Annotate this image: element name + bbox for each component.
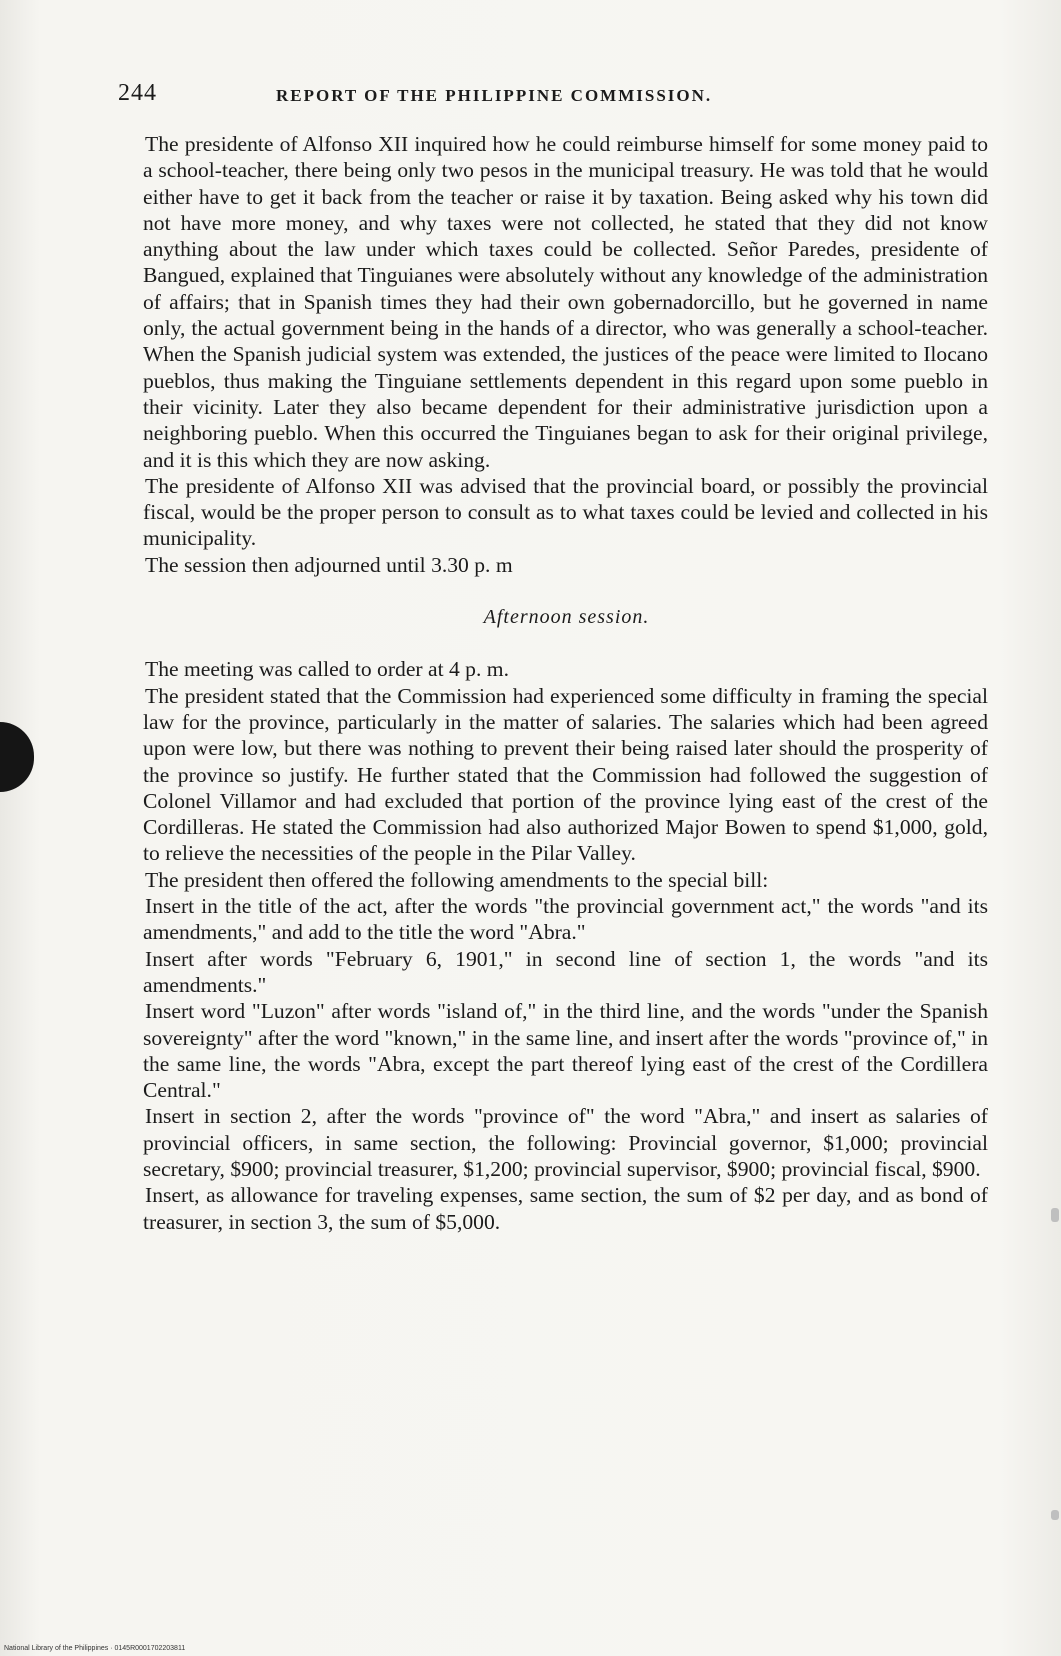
running-head: REPORT OF THE PHILIPPINE COMMISSION. (276, 86, 713, 105)
paragraph: The presidente of Alfonso XII inquired how he could reimburse himself for some money paid to a school-teacher, there being only two pesos in the municipal treasury. He was told that he would either have to get it back from the teacher or raise it by taxation. Being asked why his town did not have more money, and why taxes were not collected, he stated that they did not know anything about the law under which taxes could be collected. Señor Paredes, presidente of Bangued, explained that Tinguianes were absolutely without any knowledge of the administration of affairs; that in Spanish times they had their own gobernadorcillo, but he governed in name only, the actual government being in the hands of a director, who was generally a school-teacher. When the Spanish judicial system was extended, the justices of the peace were limited to Ilocano pueblos, thus making the Tinguiane settlements dependent in this regard upon some pueblo in their vicinity. Later they also became dependent for their administrative jurisdiction upon a neighboring pueblo. When this occurred the Tinguianes began to ask for their original privilege, and it is this which they are now asking. (143, 132, 988, 472)
section-heading: Afternoon session. (483, 606, 650, 629)
edge-mark (1051, 1510, 1059, 1520)
paragraph: Insert after words "February 6, 1901," in second line of section 1, the words "and its amendments." (143, 946, 988, 997)
page-number: 244 (118, 80, 157, 106)
footer-watermark: National Library of the Philippines · 0145R0001702203811 (4, 1645, 186, 1652)
paragraph: Insert, as allowance for traveling expenses, same section, the sum of $2 per day, and as bond of treasurer, in section 3, the sum of $5,000. (143, 1183, 988, 1234)
body-text (143, 131, 988, 1235)
edge-mark (1051, 1208, 1059, 1222)
paragraph: Insert word "Luzon" after words "island of," in the third line, and the words "under the Spanish sovereignty" after the word "known," in the same line, and insert after the words "province of," in the same line, the words "Abra, except the part thereof lying east of the crest of the Cordillera Central." (143, 999, 988, 1103)
paragraph: The president then offered the following amendments to the special bill: (145, 867, 769, 892)
paragraph: The meeting was called to order at 4 p. m. (145, 657, 509, 682)
page-header (118, 80, 988, 110)
paragraph: The presidente of Alfonso XII was advised that the provincial board, or possibly the provincial fiscal, would be the proper person to consult as to what taxes could be levied and collected in his municipality. (143, 473, 988, 551)
paragraph: Insert in the title of the act, after the words "the provincial government act," the words "and its amendments," and add to the title the word "Abra." (143, 894, 988, 945)
paragraph: The president stated that the Commission had experienced some difficulty in framing the special law for the province, particularly in the matter of salaries. The salaries which had been agreed upon were low, but there was nothing to prevent their being raised later should the prosperity of the province so justify. He further stated that the Commission had followed the suggestion of Colonel Villamor and had excluded that portion of the province lying east of the crest of the Cordilleras. He stated the Commission had also authorized Major Bowen to spend $1,000, gold, to relieve the necessities of the people in the Pilar Valley. (143, 683, 988, 866)
paragraph: Insert in section 2, after the words "province of" the word "Abra," and insert as salaries of provincial officers, in same section, the following: Provincial governor, $1,000; provincial secretary, $900; provincial treasurer, $1,200; provincial supervisor, $900; provincial fiscal, $900. (143, 1104, 988, 1181)
ink-blot-mark (0, 722, 34, 792)
paragraph: The session then adjourned until 3.30 p. m (145, 552, 513, 577)
